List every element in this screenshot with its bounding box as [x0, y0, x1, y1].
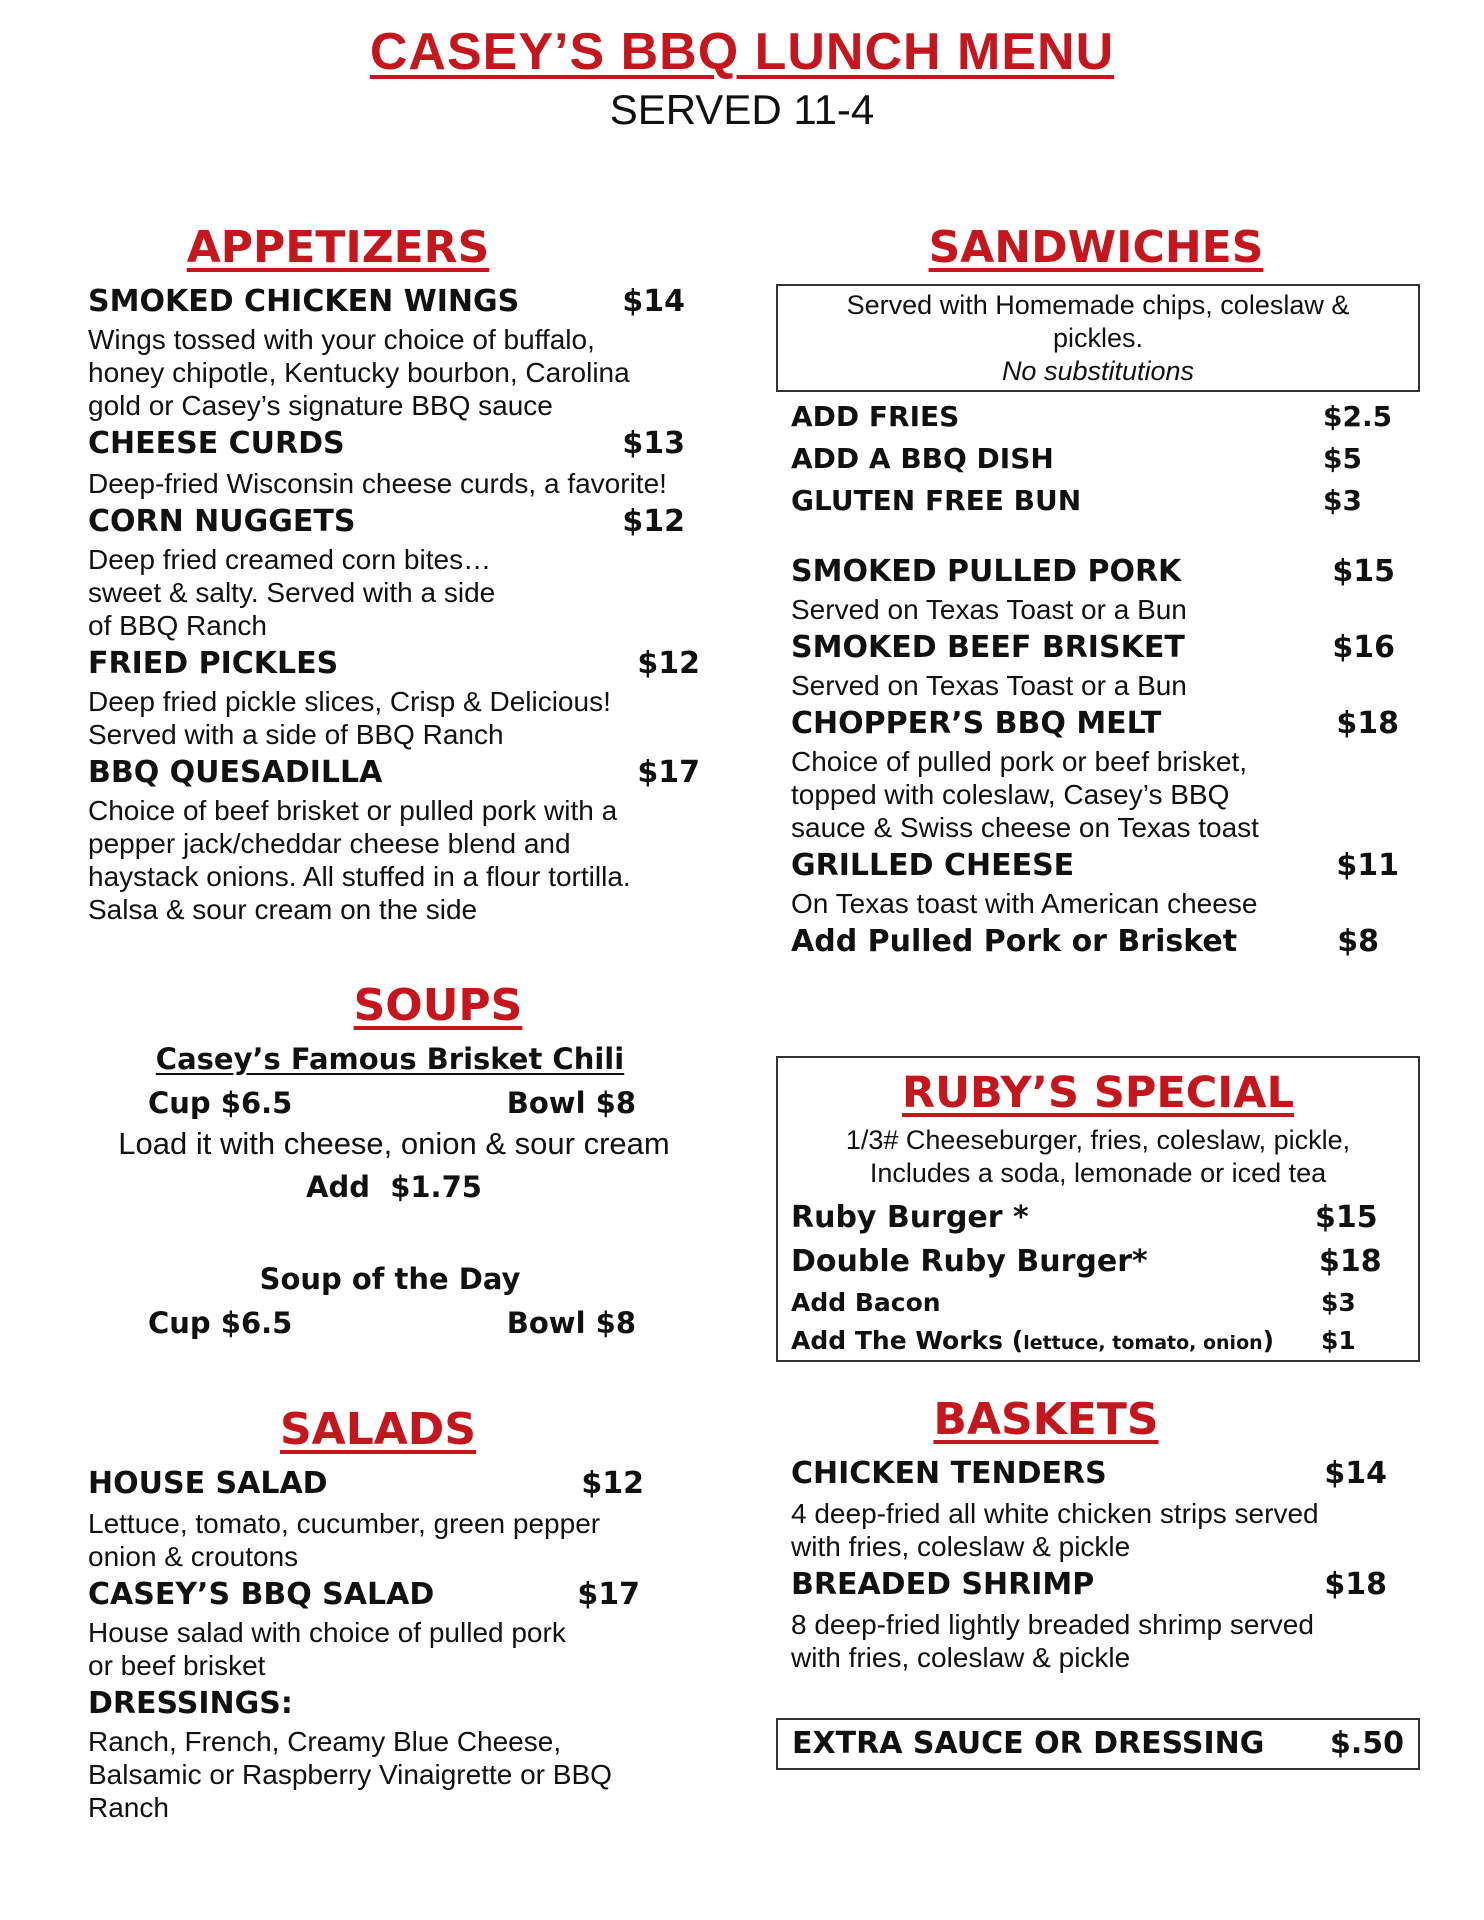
item-price: $17: [577, 1577, 640, 1612]
menu-item: [791, 1567, 1391, 1674]
item-desc-line: Deep fried creamed corn bites…: [88, 544, 492, 575]
addon-price: $2.5: [1323, 400, 1393, 433]
add-meat-row: [791, 924, 1379, 959]
item-desc-line: Choice of pulled pork or beef brisket,: [791, 746, 1248, 777]
sandwiches-section: [791, 554, 1399, 959]
item-desc-line: gold or Casey’s signature BBQ sauce: [88, 390, 553, 421]
item-desc-line: of BBQ Ranch: [88, 610, 267, 641]
item-name: GRILLED CHEESE: [791, 848, 1075, 883]
sandwiches-addons: [791, 396, 1395, 522]
extra-sauce-label: EXTRA SAUCE OR DRESSING: [792, 1726, 1265, 1761]
item-price: $18: [1336, 706, 1399, 741]
item-name: Add Pulled Pork or Brisket: [791, 924, 1238, 959]
menu-item: [88, 504, 688, 642]
item-price: $14: [622, 284, 685, 319]
baskets-section: [791, 1456, 1391, 1674]
item-desc-line: 8 deep-fried lightly breaded shrimp served: [791, 1609, 1314, 1640]
served-hours: SERVED 11-4: [609, 86, 875, 133]
item-price: $8: [1337, 924, 1379, 959]
chili-title: Casey’s Famous Brisket Chili: [155, 1042, 625, 1076]
menu-item: [88, 646, 700, 751]
item-name: FRIED PICKLES: [88, 646, 339, 681]
menu-item: [88, 1466, 648, 1573]
works-detail: lettuce, tomato, onion: [1023, 1332, 1263, 1354]
soup-day-bowl-price: Bowl $8: [506, 1306, 636, 1340]
baskets-heading: BASKETS: [933, 1394, 1159, 1445]
item-name: Double Ruby Burger*: [791, 1244, 1148, 1279]
sandwiches-note-box: [776, 284, 1420, 392]
soups-heading: SOUPS: [353, 980, 523, 1031]
chili-bowl-price: Bowl $8: [506, 1086, 636, 1120]
item-desc-line: sauce & Swiss cheese on Texas toast: [791, 812, 1259, 843]
works-label: Add The Works (: [791, 1326, 1024, 1355]
item-name: Ruby Burger *: [791, 1200, 1029, 1235]
item-name: CORN NUGGETS: [88, 504, 356, 539]
salads-heading: SALADS: [279, 1404, 477, 1455]
item-desc-line: onion & croutons: [88, 1541, 299, 1572]
item-price: $1: [1321, 1326, 1356, 1355]
item-desc-line: Served on Texas Toast or a Bun: [791, 670, 1187, 701]
menu-item: [88, 1577, 648, 1682]
chili-add-price: Add $1.75: [306, 1170, 482, 1204]
sandwiches-note-line: Served with Homemade chips, coleslaw &: [846, 290, 1350, 320]
ruby-heading: RUBY’S SPECIAL: [902, 1068, 1294, 1118]
item-name: SMOKED CHICKEN WINGS: [88, 284, 520, 319]
menu-item: [88, 755, 700, 926]
item-name: BBQ QUESADILLA: [88, 755, 383, 790]
extra-sauce-box: [776, 1718, 1420, 1770]
soup-day-cup-price: Cup $6.5: [148, 1306, 293, 1340]
item-desc-line: with fries, coleslaw & pickle: [791, 1642, 1131, 1673]
item-price: $3: [1321, 1288, 1356, 1317]
item-name: SMOKED BEEF BRISKET: [791, 630, 1185, 665]
item-desc-line: House salad with choice of pulled pork: [88, 1617, 566, 1648]
item-price: $16: [1332, 630, 1395, 665]
dressings-line: Ranch: [88, 1792, 169, 1823]
item-desc-line: Salsa & sour cream on the side: [88, 894, 478, 925]
item-desc-line: 4 deep-fried all white chicken strips served: [791, 1498, 1319, 1529]
salads-section: [88, 1466, 648, 1824]
appetizers-section: [88, 284, 700, 926]
ruby-desc-line: Includes a soda, lemonade or iced tea: [869, 1158, 1327, 1188]
item-price: $12: [622, 504, 685, 539]
item-name: CASEY’S BBQ SALAD: [88, 1577, 435, 1612]
item-desc-line: Wings tossed with your choice of buffalo,: [88, 324, 595, 355]
item-price: $18: [1319, 1244, 1382, 1279]
item-desc-line: haystack onions. All stuffed in a flour tortilla.: [88, 861, 631, 892]
item-name: Add Bacon: [791, 1288, 941, 1317]
item-price: $12: [637, 646, 700, 681]
item-price: $14: [1324, 1456, 1387, 1491]
item-desc-line: topped with coleslaw, Casey’s BBQ: [791, 779, 1230, 810]
menu-item: [88, 426, 688, 500]
item-price: $18: [1324, 1567, 1387, 1602]
item-price: $17: [637, 755, 700, 790]
addon-row: [791, 438, 1395, 480]
item-name: SMOKED PULLED PORK: [791, 554, 1182, 589]
sandwiches-heading: SANDWICHES: [928, 222, 1264, 273]
menu-item: [791, 554, 1399, 626]
add-works-row: [791, 1322, 1395, 1360]
menu-title: CASEY’S BBQ LUNCH MENU: [369, 23, 1115, 81]
double-ruby-burger-row: [791, 1240, 1395, 1284]
item-name: CHICKEN TENDERS: [791, 1456, 1107, 1491]
item-desc-line: Lettuce, tomato, cucumber, green pepper: [88, 1508, 601, 1539]
ruby-desc-line: 1/3# Cheeseburger, fries, coleslaw, pickle,: [845, 1125, 1351, 1155]
item-price: $15: [1332, 554, 1395, 589]
sandwiches-note-line: pickles.: [1052, 323, 1144, 353]
menu-item: [791, 706, 1399, 844]
item-desc-line: Choice of beef brisket or pulled pork with a: [88, 795, 618, 826]
ruby-special-box: [776, 1056, 1420, 1362]
item-desc-line: On Texas toast with American cheese: [791, 888, 1258, 919]
item-desc-line: Served on Texas Toast or a Bun: [791, 594, 1187, 625]
dressings-line: Ranch, French, Creamy Blue Cheese,: [88, 1726, 562, 1757]
addon-price: $3: [1323, 484, 1362, 517]
add-bacon-row: [791, 1284, 1395, 1322]
soup-of-day-title: Soup of the Day: [259, 1262, 521, 1296]
menu-item: [88, 284, 688, 422]
item-desc-line: sweet & salty. Served with a side: [88, 577, 496, 608]
menu-item: [791, 848, 1399, 920]
soup-day-prices: [148, 1306, 636, 1340]
item-desc-line: Deep-fried Wisconsin cheese curds, a favorite!: [88, 468, 667, 499]
addon-name: ADD FRIES: [791, 400, 960, 433]
no-substitutions: No substitutions: [1001, 356, 1195, 386]
item-price: $12: [581, 1466, 644, 1501]
addon-name: ADD A BBQ DISH: [791, 442, 1054, 475]
item-price: $13: [622, 426, 685, 461]
item-price: $11: [1336, 848, 1399, 883]
extra-sauce-price: $.50: [1329, 1726, 1404, 1761]
chili-load-text: Load it with cheese, onion & sour cream: [118, 1126, 670, 1161]
menu-item: [791, 1456, 1391, 1563]
addon-price: $5: [1323, 442, 1362, 475]
addon-name: GLUTEN FREE BUN: [791, 484, 1082, 517]
addon-row: [791, 480, 1395, 522]
item-name: [791, 1322, 1274, 1360]
item-desc-line: Deep fried pickle slices, Crisp & Delicious!: [88, 686, 611, 717]
chili-prices: [148, 1086, 636, 1120]
works-close: ): [1262, 1326, 1275, 1355]
item-desc-line: pepper jack/cheddar cheese blend and: [88, 828, 571, 859]
item-name: CHEESE CURDS: [88, 426, 345, 461]
ruby-burger-row: [791, 1196, 1395, 1240]
item-price: $15: [1315, 1200, 1378, 1235]
item-desc-line: or beef brisket: [88, 1650, 266, 1681]
dressings-line: Balsamic or Raspberry Vinaigrette or BBQ: [88, 1759, 612, 1790]
item-name: BREADED SHRIMP: [791, 1567, 1095, 1602]
dressings-label: DRESSINGS:: [88, 1686, 293, 1721]
addon-row: [791, 396, 1395, 438]
item-name: CHOPPER’S BBQ MELT: [791, 706, 1162, 741]
item-name: HOUSE SALAD: [88, 1466, 328, 1501]
menu-item: [791, 630, 1399, 702]
item-desc-line: with fries, coleslaw & pickle: [791, 1531, 1131, 1562]
item-desc-line: honey chipotle, Kentucky bourbon, Carolina: [88, 357, 630, 388]
appetizers-heading: APPETIZERS: [186, 222, 490, 273]
item-desc-line: Served with a side of BBQ Ranch: [88, 719, 504, 750]
chili-cup-price: Cup $6.5: [148, 1086, 293, 1120]
